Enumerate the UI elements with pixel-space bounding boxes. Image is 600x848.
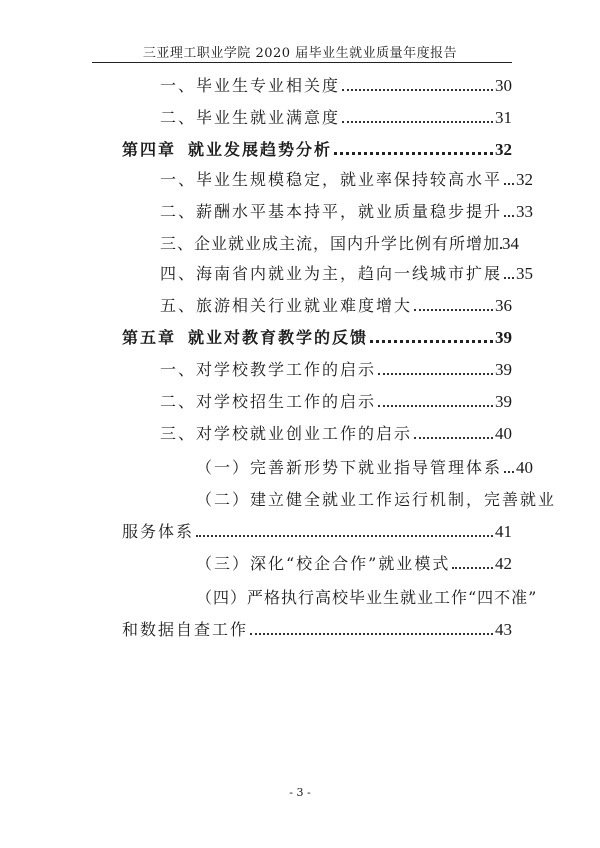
header-divider [92, 62, 512, 63]
running-header: 三亚理工职业学院 2020 届毕业生就业质量年度报告 [142, 46, 458, 61]
toc-entry-page: 30 [495, 76, 512, 95]
toc-entry-page: 40 [495, 424, 512, 443]
toc-entry-page: 43 [495, 620, 512, 639]
dot-leader [250, 633, 493, 635]
dot-leader [452, 567, 493, 569]
toc-entry-page: 42 [495, 554, 512, 573]
dot-leader [342, 121, 493, 123]
dot-leader [378, 373, 493, 375]
toc-entry-title: （一）完善新形势下就业指导管理体系 [196, 458, 503, 477]
toc-entry-page: 41 [495, 522, 512, 541]
toc-entry[interactable] [122, 514, 512, 542]
toc-entry[interactable] [160, 226, 520, 254]
dot-leader [414, 437, 493, 439]
toc-entry[interactable] [122, 612, 512, 640]
toc-entry[interactable] [160, 352, 512, 380]
toc-entry[interactable] [160, 256, 534, 284]
toc-entry-title-line2: 和数据自查工作 [122, 620, 249, 639]
toc-entry-page: 31 [495, 108, 512, 127]
toc-entry-page: 35 [516, 264, 534, 283]
chapter-label: 第四章 [122, 140, 177, 159]
toc-entry[interactable] [160, 162, 534, 190]
toc-entry-title: 二、毕业生就业满意度 [160, 108, 341, 127]
toc-entry-title: 五、旅游相关行业就业难度增大 [160, 296, 413, 315]
toc-entry-title: 四、海南省内就业为主，趋向一线城市扩展 [160, 264, 503, 283]
toc-entry-page: 36 [495, 296, 512, 315]
toc-entry-title: 一、毕业生规模稳定，就业率保持较高水平 [160, 170, 503, 189]
toc-entry-title: 三、企业就业成主流，国内升学比例有所增加 [160, 234, 501, 253]
dot-leader [196, 535, 493, 537]
dot-leader [414, 309, 493, 311]
toc-entry[interactable] [160, 384, 512, 412]
toc-entry-title-line2: 服务体系 [122, 522, 195, 541]
toc-chapter-entry[interactable] [122, 132, 512, 160]
chapter-label: 第五章 [122, 328, 177, 347]
page-number: - 3 - [289, 786, 311, 799]
toc-entry-page: 39 [495, 392, 512, 411]
toc-entry-page: 40 [516, 458, 534, 477]
dot-leader [504, 471, 514, 473]
toc-entry-title: 就业发展趋势分析 [188, 140, 333, 159]
toc-entry[interactable] [160, 100, 512, 128]
dot-leader [334, 152, 493, 155]
toc-entry-title: （三）深化“校企合作”就业模式 [196, 554, 451, 573]
toc-entry-page: 34 [502, 234, 520, 253]
toc-chapter-entry[interactable] [122, 320, 512, 348]
toc-entry-page: 32 [495, 140, 512, 159]
toc-entry[interactable] [160, 194, 534, 222]
dot-leader [342, 89, 493, 91]
toc-entry[interactable] [196, 450, 534, 478]
toc-entry-title-line1[interactable]: （四）严格执行高校毕业生就业工作“四不准” [196, 588, 538, 607]
toc-entry-title: 一、对学校教学工作的启示 [160, 360, 377, 379]
toc-entry-title: 二、薪酬水平基本持平，就业质量稳步提升 [160, 202, 503, 221]
dot-leader [378, 405, 493, 407]
toc-entry-title: 一、毕业生专业相关度 [160, 76, 341, 95]
dot-leader [504, 277, 514, 279]
dot-leader [504, 183, 514, 185]
toc-entry[interactable] [160, 288, 512, 316]
toc-entry-title: 就业对教育教学的反馈 [188, 328, 369, 347]
toc-entry-page: 39 [495, 328, 512, 347]
toc-entry-page: 33 [516, 202, 534, 221]
toc-entry[interactable] [160, 68, 512, 96]
dot-leader [504, 215, 514, 217]
toc-entry-page: 32 [516, 170, 534, 189]
toc-entry[interactable] [160, 416, 512, 444]
toc-entry[interactable] [196, 546, 512, 574]
dot-leader [370, 340, 493, 343]
toc-entry-title-line1[interactable]: （二）建立健全就业工作运行机制，完善就业 [196, 490, 557, 509]
toc-entry-title: 二、对学校招生工作的启示 [160, 392, 377, 411]
toc-entry-title: 三、对学校就业创业工作的启示 [160, 424, 413, 443]
toc-entry-page: 39 [495, 360, 512, 379]
